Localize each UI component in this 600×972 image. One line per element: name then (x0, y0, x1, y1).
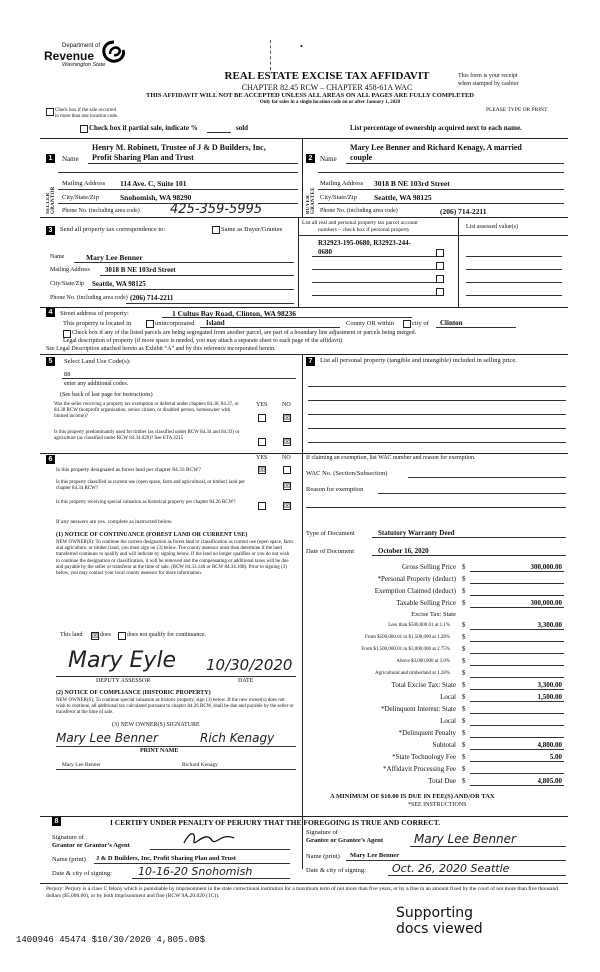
grantor-name-rule (94, 863, 290, 864)
land-use-label: Select Land Use Code(s): (64, 358, 131, 365)
owner-print-1[interactable]: Mary Lee Benner (62, 762, 101, 768)
dollar-sign: $ (462, 599, 466, 607)
section-5-top-rule (40, 354, 568, 355)
amount-rule (470, 571, 564, 572)
current-use-no-checkbox[interactable]: ☒ (284, 482, 291, 490)
assessed-rule (466, 256, 562, 257)
continuance-title: (1) NOTICE OF CONTINUANCE (FOREST LAND OR CURRENT USE) (56, 532, 248, 538)
grantee-name[interactable]: Mary Lee Benner (350, 852, 400, 859)
corr-name[interactable]: Mary Lee Benner (86, 253, 143, 262)
grantor-sig-rule (150, 849, 290, 850)
owner-signature-rule (56, 746, 296, 747)
parcels-line-2[interactable]: 0680 (318, 248, 332, 256)
personal-property-checkbox[interactable] (436, 262, 444, 270)
forest-yes: YES (256, 455, 268, 461)
dollar-sign: $ (462, 563, 466, 571)
assessed-rule (466, 295, 562, 296)
multi-location-checkbox[interactable] (46, 108, 54, 116)
buyer-blank-rule (318, 172, 564, 173)
city-of-label: city of (412, 320, 429, 327)
section-3-top-rule (40, 217, 568, 218)
city-name[interactable]: Clinton (440, 319, 463, 327)
grantee-sig-label-2: Grantee or Grantee’s Agent (306, 837, 384, 844)
partial-sale-percent-line[interactable] (207, 132, 231, 133)
form-warning: THIS AFFIDAVIT WILL NOT BE ACCEPTED UNLESS ALL AREAS ON ALL PAGES ARE FULLY COMPLETED (146, 92, 474, 99)
buyer-name-line2[interactable]: couple (350, 153, 373, 162)
section-4-number: 4 (46, 308, 55, 317)
subtotal[interactable]: 4,800.00 (537, 741, 562, 749)
amount-rule (470, 749, 564, 750)
land-use-yes: YES (256, 402, 268, 408)
tier-label: Above $3,000,000 at 3.0% (396, 659, 450, 664)
corr-mailing-rule (100, 275, 294, 276)
corr-mailing-label: Mailing Address (50, 267, 90, 273)
dollar-sign: $ (462, 621, 466, 629)
seller-name-line2[interactable]: Profit Sharing Plan and Trust (92, 153, 194, 162)
revenue-wordmark: Revenue (44, 49, 95, 63)
county-or-label: County OR within (346, 320, 395, 327)
doc-date-label: Date of Document (306, 548, 355, 555)
corr-name-label: Name (50, 254, 65, 260)
personal-property-rule[interactable] (308, 386, 566, 387)
amount-rule (470, 607, 564, 608)
receipt-note-1: This form is your receipt (458, 73, 518, 79)
partial-sale-label: Check box if partial sale, indicate % (89, 124, 198, 132)
amount-rule (470, 761, 564, 762)
timber-question: Is this property predominantly used for timber (as classified under RCW 84.34 and 84.33) or agriculture (as classified under RCW 84.34.020)? See ETA 3215 (54, 430, 240, 441)
owner-print-rule (56, 769, 296, 770)
tier-label: Agricultural and timberland at 1.28% (375, 671, 450, 676)
seller-name-line1[interactable]: Henry M. Robinett, Trustee of J & D Builders, Inc, (92, 143, 266, 152)
see-instructions: *SEE INSTRUCTIONS (408, 802, 467, 808)
doc-date[interactable]: October 16, 2020 (378, 547, 429, 555)
continuance-text: NEW OWNER(S): To continue the current designation as forest land or classification as current use (open space, farm and agriculture, or timber) land, you must sign on (3) below. The county assessor must then determine if the land transferred continues to qualify and will indicate by signing below. If the land no longer qualifies or you do not wish to continue the designation or classification, it will be removed and the compensating or additional taxes will be due and payable by the seller or transferor at the time of sale. (RCW 84.33.140 or RCW 84.34.108). Prior to signing (3) below, you may contact your local county assessor for more information. (56, 540, 293, 577)
sale-row-label: Gross Selling Price (401, 563, 456, 571)
single-location-note: Only for sales in a single location code on or after January 1, 2020 (259, 100, 401, 105)
print-name-label: PRINT NAME (140, 748, 179, 754)
buyer-mailing[interactable]: 3018 B NE 103rd Street (374, 179, 450, 188)
county-name[interactable]: Island (206, 319, 225, 327)
dollar-sign: $ (462, 587, 466, 595)
located-in-label: This property is located in (63, 320, 132, 327)
type-or-print: PLEASE TYPE OR PRINT (486, 107, 548, 113)
doc-date-rule (372, 555, 566, 556)
section-6-number: 6 (46, 455, 55, 464)
section-1-top-rule (40, 138, 568, 139)
total-label: *State Technology Fee (392, 753, 456, 761)
total-label: Local (440, 693, 456, 701)
grantee-sig-rule (410, 846, 566, 847)
total-label: Total Due (428, 777, 456, 785)
total-label: Subtotal (432, 741, 456, 749)
gross-selling-price[interactable]: 300,000.00 (530, 563, 562, 571)
corr-city[interactable]: Seattle, WA 98125 (92, 280, 146, 288)
amount-rule (470, 677, 564, 678)
buyer-name-line1[interactable]: Mary Lee Benner and Richard Kenagy, A married (350, 143, 522, 152)
total-label: Total Excise Tax: State (391, 681, 456, 689)
sold-label: sold (236, 124, 249, 132)
total-label: Local (440, 717, 456, 725)
seller-mailing-rule (58, 189, 298, 190)
minimum-due: A MINIMUM OF $10.00 IS DUE IN FEE(S) AND/OR TAX (330, 793, 495, 800)
fold-mark (270, 40, 271, 70)
timber-no-checkbox[interactable]: ☒ (284, 438, 291, 446)
seller-side-label: SELLER GRANTOR (46, 186, 56, 214)
correspondence-label: Send all property tax correspondence to: (60, 226, 166, 233)
grantee-date-rule (388, 875, 566, 876)
grantor-signature-scribble[interactable] (180, 829, 236, 849)
reason-rule-2[interactable] (306, 507, 566, 508)
county-rule (200, 327, 340, 328)
city-rule (436, 327, 516, 328)
corr-phone-rule (126, 303, 294, 304)
partial-sale-checkbox[interactable] (80, 125, 88, 133)
amount-rule (470, 701, 564, 702)
assessed-header: List assessed value(s) (466, 224, 518, 230)
reason-rule[interactable] (378, 493, 566, 494)
wac-rule[interactable] (408, 477, 566, 478)
dollar-sign: $ (462, 657, 466, 665)
dollar-sign: $ (462, 645, 466, 653)
corr-city-rule (88, 289, 294, 290)
revenue-swirl-icon (101, 40, 127, 64)
exemption-top-rule (302, 453, 568, 454)
assessed-rule (466, 269, 562, 270)
excise-state-label: Excise Tax: State (411, 611, 456, 618)
boundary-label: Check box if any of the listed parcels are being segregated from another parcel, are part of a boundary line adjustment or parcels being merged. (72, 330, 417, 336)
tier-1-tax[interactable]: 3,300.00 (537, 621, 562, 629)
does-not-label: does not qualify for continuance. (127, 632, 207, 638)
deputy-assessor-label: DEPUTY ASSESSOR (96, 678, 151, 684)
street-rule (162, 317, 412, 318)
buyer-mailing-rule (318, 189, 564, 190)
grantee-sig-label-1: Signature of (306, 829, 338, 836)
compliance-text: NEW OWNER(S): To continue special valuation as historic property, sign (3) below. If the new owner(s) does not wish to continue, all additional tax calculated pursuant to chapter 84.26 RCW, shall be due and payable by the seller or transferor at the time of sale. (56, 698, 294, 716)
receipt-note-2: when stamped by cashier (458, 81, 519, 87)
amount-rule (470, 725, 564, 726)
buyer-city[interactable]: Seattle, WA 98125 (374, 193, 432, 202)
doc-type-rule (372, 537, 566, 538)
perjury-notice: Perjury: Perjury is a class C felony which is punishable by imprisonment in the state correctional institution for a maximum term of not more than five years, or by a fine in an amount fixed by the court of not more than five thousand dollars ($5,000.00), or by both imprisonment and fine (RCW 9A.20.020 (1C)). (46, 886, 558, 899)
exemption-yes-checkbox[interactable] (258, 414, 266, 422)
section-6-top-rule (40, 453, 302, 454)
amount-rule (470, 785, 564, 786)
assessed-rule (466, 282, 562, 283)
wac-label: WAC No. (Section/Subsection) (306, 470, 388, 477)
forest-no-checkbox[interactable] (283, 466, 291, 474)
historic-no-checkbox[interactable]: ☒ (284, 502, 291, 510)
multi-location-label-1: Check box if the sale occurred (55, 108, 116, 113)
personal-property-rule[interactable] (308, 414, 566, 415)
parcel-rule (312, 256, 438, 257)
compliance-title: (2) NOTICE OF COMPLIANCE (HISTORIC PROPERTY) (56, 690, 211, 696)
personal-property-rule[interactable] (308, 428, 566, 429)
street-address[interactable]: 1 Cultus Bay Road, Clinton, WA 98236 (172, 309, 297, 318)
buyer-name-label: Name (320, 155, 337, 163)
parcels-line-1[interactable]: R32923-195-0680, R32923-244- (318, 239, 411, 247)
grantor-date-label: Date & city of signing: (52, 870, 112, 877)
grantor-name-label: Name (print) (52, 856, 86, 863)
tier-label: From $1,500,000.01 to $3,000,000 at 2.75% (361, 647, 450, 652)
does-not-qualify-checkbox[interactable] (118, 632, 126, 640)
personal-property-checkbox[interactable] (436, 249, 444, 257)
parcel-rule (312, 269, 438, 270)
forest-yes-checkbox[interactable]: ☒ (259, 466, 266, 474)
timber-yes-checkbox[interactable] (258, 438, 266, 446)
buyer-mailing-label: Mailing Address (320, 180, 364, 187)
city-checkbox[interactable] (403, 320, 411, 328)
fold-dot: • (300, 42, 303, 51)
corr-phone-label: Phone No. (including area code) (50, 295, 128, 301)
grantee-date-label: Date & city of signing: (306, 867, 366, 874)
section-8-top-rule (40, 816, 568, 817)
seller-city-label: City/State/Zip (62, 194, 99, 201)
parcel-header-rule (298, 235, 568, 236)
buyer-phone[interactable]: (206) 714-2211 (440, 207, 487, 216)
grantor-date-city[interactable]: 10-16-20 Snohomish (138, 865, 253, 878)
seller-name-label: Name (62, 155, 79, 163)
assessor-date[interactable]: 10/30/2020 (206, 656, 293, 674)
unincorporated-label: unincorporated (155, 320, 195, 327)
additional-codes-label: enter any additional codes. (64, 381, 129, 387)
grantor-sig-label-2: Grantor or Grantor’s Agent (52, 842, 130, 849)
new-owner-signature-label: (3) NEW OWNER(S) SIGNATURE (112, 722, 200, 728)
dollar-sign: $ (462, 669, 466, 677)
amount-rule (470, 737, 564, 738)
personal-property-rule[interactable] (308, 400, 566, 401)
dollar-sign: $ (462, 575, 466, 583)
land-use-rule (62, 378, 296, 379)
seller-city[interactable]: Snohomish, WA 98290 (120, 193, 192, 202)
dept-line: Department of (62, 43, 101, 49)
parcel-header-2: numbers – check box if personal property (318, 227, 410, 233)
street-label: Street address of property: (60, 310, 129, 317)
dollar-sign: $ (462, 717, 466, 725)
parcel-header-1: List all real and personal property tax parcel account (302, 220, 418, 226)
amount-rule (470, 773, 564, 774)
total-label: *Delinquent Penalty (398, 729, 456, 737)
boundary-checkbox[interactable] (63, 330, 71, 338)
multi-location-label-2: in more than one location code. (55, 114, 119, 119)
grantee-name-rule (346, 860, 566, 861)
corr-phone[interactable]: (206) 714-2211 (130, 294, 174, 302)
grantor-name[interactable]: J & D Builders, Inc, Profit Sharing Plan and Trust (96, 855, 236, 862)
perjury-top-rule (40, 883, 568, 884)
total-state-tax[interactable]: 3,300.00 (537, 681, 562, 689)
amount-rule (470, 713, 564, 714)
owner-signature-2[interactable]: Rich Kenagy (200, 731, 275, 745)
if-yes-note: If any answers are yes, complete as instructed below. (56, 519, 173, 525)
seller-blank-rule (58, 172, 298, 173)
section-3-number: 3 (46, 226, 55, 235)
does-qualify-checkbox[interactable]: ☒ (92, 632, 99, 640)
historic-yes-checkbox[interactable] (258, 502, 266, 510)
legal-description-label: Legal description of property (if more space is needed, you may attach a separate sheet to each page of the affidavit) (63, 338, 343, 344)
amount-rule (470, 653, 564, 654)
grantee-name-label: Name (print) (306, 853, 340, 860)
assessor-rule (56, 676, 296, 677)
section-5-number: 5 (46, 357, 55, 366)
reason-label: Reason for exemption (306, 486, 364, 493)
technology-fee[interactable]: 5.00 (549, 753, 562, 761)
grantee-signature[interactable]: Mary Lee Benner (414, 832, 516, 846)
section-4-top-rule (40, 307, 568, 308)
corr-name-rule (74, 262, 294, 263)
buyer-city-label: City/State/Zip (320, 194, 357, 201)
section-7-number: 7 (306, 357, 315, 366)
seller-phone-label: Phone No. (including area code) (62, 208, 140, 214)
form-chapter: CHAPTER 82.45 RCW – CHAPTER 458-61A WAC (241, 83, 413, 92)
buyer-phone-label: Phone No. (including area code) (320, 208, 398, 214)
buyer-city-rule (318, 203, 564, 204)
sale-row-label: Taxable Selling Price (396, 599, 456, 607)
total-label: *Delinquent Interest: State (380, 705, 456, 713)
dollar-sign: $ (462, 753, 466, 761)
doc-type[interactable]: Statutory Warranty Deed (378, 529, 455, 537)
personal-property-checkbox[interactable] (436, 275, 444, 283)
seller-mailing[interactable]: 114 Ave. C, Suite 101 (120, 179, 187, 188)
seller-mailing-label: Mailing Address (62, 180, 106, 187)
seller-name-rule (88, 163, 298, 164)
same-as-buyer-checkbox[interactable] (212, 226, 220, 234)
assessed-divider (458, 217, 459, 307)
parcel-rule (312, 295, 438, 296)
state-line: Washington State (62, 62, 106, 68)
grantor-date-rule (132, 878, 290, 879)
sale-row-label: Exemption Claimed (deduct) (374, 587, 456, 595)
owner-print-2[interactable]: Richard Kenagy (182, 762, 218, 768)
forest-q1: Is this property designated as forest land per chapter 84.33 RCW? (56, 467, 201, 473)
corr-city-label: City/State/Zip (50, 281, 84, 287)
does-label: does (100, 632, 111, 638)
legal-attached[interactable]: See Legal Description attached hereto as Exhibit “A” and by this reference incorporated herein. (46, 346, 276, 352)
dollar-sign: $ (462, 705, 466, 713)
see-back-note: (See back of last page for instructions) (60, 392, 153, 398)
section-8-number: 8 (52, 817, 61, 826)
tier-label: Less than $500,000.01 at 1.1% (388, 623, 450, 628)
amount-rule (470, 583, 564, 584)
parcel-rule (312, 282, 438, 283)
land-use-code[interactable]: 88 (64, 371, 71, 378)
cashier-stamp: 1400946 45474 $10/30/2020 4,805.00$ (16, 935, 206, 945)
total-due[interactable]: 4,805.00 (537, 777, 562, 785)
exemption-question: Was the seller receiving a property tax exemption or deferral under chapters 84.36, 84.37, or 84.38 RCW (nonprofit organization, senior citizen, or disabled person, homeowner with limited income)? (54, 402, 239, 419)
seller-phone[interactable]: 425-359-5995 (170, 202, 263, 217)
amount-rule (470, 641, 564, 642)
section-2-number: 2 (306, 154, 315, 163)
personal-property-checkbox[interactable] (436, 288, 444, 296)
grantor-sig-label-1: Signature of (52, 834, 84, 841)
assessor-date-label: DATE (238, 678, 254, 684)
personal-property-label: List all personal property (tangible and intangible) included in selling price. (320, 357, 517, 364)
form-title: REAL ESTATE EXCISE TAX AFFIDAVIT (224, 70, 430, 82)
amount-rule (470, 689, 564, 690)
dollar-sign: $ (462, 693, 466, 701)
exemption-label: If claiming an exemption, list WAC number and reason for exemption. (306, 455, 476, 461)
total-label: *Affidavit Processing Fee (383, 765, 456, 773)
section-1-2-divider (302, 138, 303, 217)
supporting-docs-stamp-2: docs viewed (396, 921, 483, 937)
amount-rule (470, 665, 564, 666)
dollar-sign: $ (462, 681, 466, 689)
certify-statement: I CERTIFY UNDER PENALTY OF PERJURY THAT THE FOREGOING IS TRUE AND CORRECT. (110, 818, 441, 827)
section-1-number: 1 (46, 154, 55, 163)
dollar-sign: $ (462, 777, 466, 785)
assessor-signature[interactable]: Mary Eyle (68, 648, 177, 673)
exemption-no-checkbox[interactable]: ☒ (284, 414, 291, 422)
unincorporated-checkbox[interactable] (146, 320, 154, 328)
tier-label: From $500,000.01 to $1,500,000 at 1.28% (365, 635, 450, 640)
amount-rule (470, 629, 564, 630)
dollar-sign: $ (462, 633, 466, 641)
this-land-label: This land (60, 632, 83, 638)
buyer-name-rule (346, 163, 564, 164)
dollar-sign: $ (462, 765, 466, 773)
grantee-date-city[interactable]: Oct. 26, 2020 Seattle (392, 862, 510, 875)
sale-row-label: *Personal Property (deduct) (377, 575, 456, 583)
doc-type-label: Type of Document (306, 530, 355, 537)
supporting-docs-stamp-1: Supporting (396, 905, 473, 921)
dollar-sign: $ (462, 729, 466, 737)
personal-property-rule[interactable] (308, 442, 566, 443)
section-3-divider (298, 217, 299, 307)
taxable-selling-price[interactable]: 300,000.00 (530, 599, 562, 607)
buyer-side-label: BUYER GRANTEE (306, 187, 316, 214)
owner-signature-1[interactable]: Mary Lee Benner (56, 731, 158, 745)
same-as-buyer-label: Same as Buyer/Grantee (221, 226, 283, 233)
land-use-no: NO (282, 402, 291, 408)
corr-mailing[interactable]: 3018 B NE 103rd Street (105, 266, 176, 274)
local-tax[interactable]: 1,500.00 (537, 693, 562, 701)
forest-q2: Is this property classified as current use (open space, farm and agricultural, or timber) land per chapter 84.34 RCW? (56, 480, 245, 491)
dollar-sign: $ (462, 741, 466, 749)
amount-rule (470, 595, 564, 596)
forest-q3: Is this property receiving special valuation as historical property per chapter 84.26 RCW? (56, 500, 236, 505)
ownership-note: List percentage of ownership acquired next to each name. (350, 124, 522, 132)
forest-no: NO (282, 455, 291, 461)
